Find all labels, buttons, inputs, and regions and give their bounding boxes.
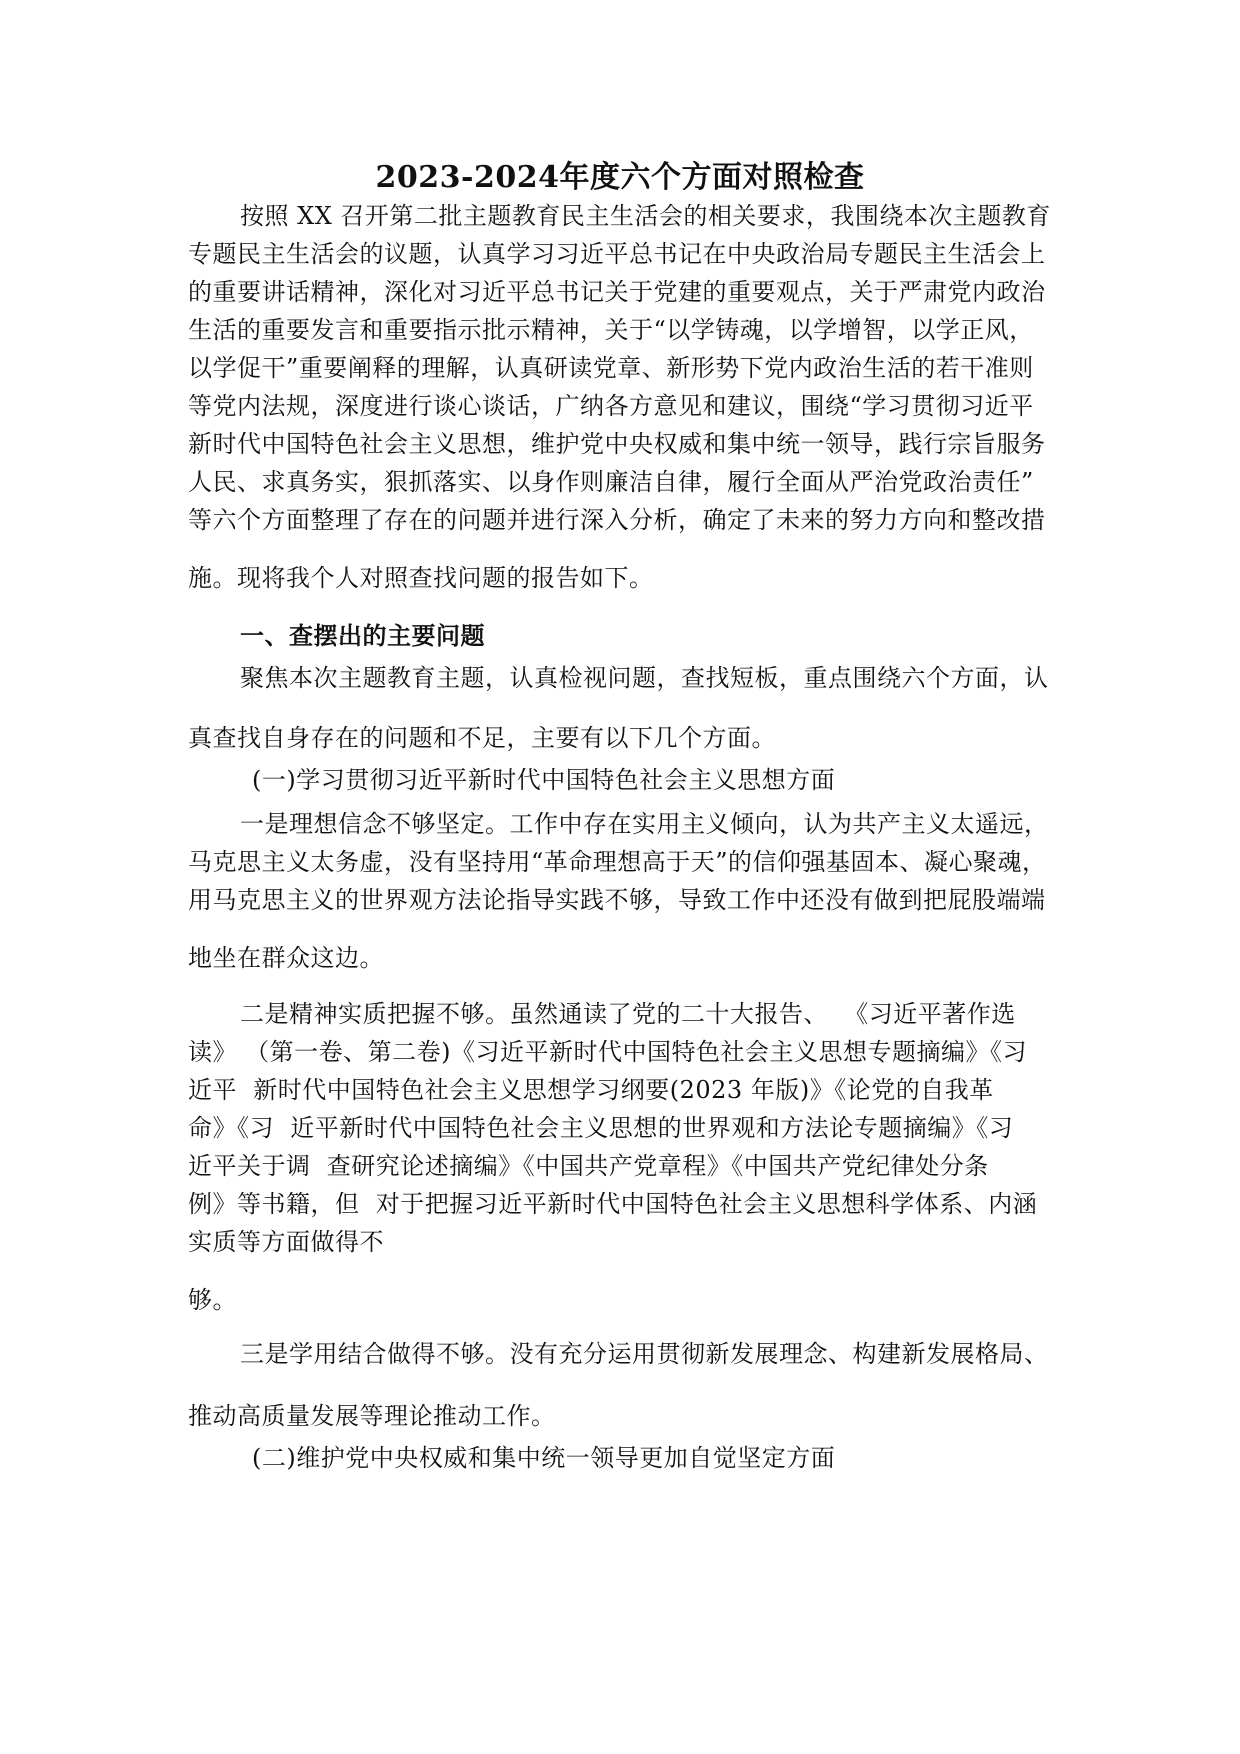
intro-line-10: 施。现将我个人对照查找问题的报告如下。 [188,564,654,592]
point2-line-4: 命》《习 近平新时代中国特色社会主义思想的世界观和方法论专题摘编》《习 [188,1114,1014,1142]
subsection-heading-1: (一)学习贯彻习近平新时代中国特色社会主义思想方面 [252,766,836,794]
point2-line-7: 实质等方面做得不 [188,1228,384,1256]
point2-line-2: 读》 （第一卷、第二卷)《习近平新时代中国特色社会主义思想专题摘编》《习 [188,1038,1027,1066]
point2-line-8: 够。 [188,1286,237,1314]
intro-line-8: 人民、求真务实，狠抓落实、以身作则廉洁自律，履行全面从严治党政治责任” [188,468,1034,496]
point1-line-4: 地坐在群众这边。 [188,944,384,972]
point3-line-2: 推动高质量发展等理论推动工作。 [188,1402,556,1430]
point2-line-1: 二是精神实质把握不够。虽然通读了党的二十大报告、 《习近平著作选 [240,1000,1016,1028]
intro-line-7: 新时代中国特色社会主义思想，维护党中央权威和集中统一领导，践行宗旨服务 [188,430,1046,458]
point1-line-2: 马克思主义太务虚，没有坚持用“革命理想高于天”的信仰强基固本、凝心聚魂， [188,848,1047,876]
section-heading-1: 一、查摆出的主要问题 [240,621,485,650]
point2-line-3: 近平 新时代中国特色社会主义思想学习纲要(2023 年版)》《论党的自我革 [188,1076,994,1104]
intro-line-9: 等六个方面整理了存在的问题并进行深入分析，确定了未来的努力方向和整改措 [188,506,1046,534]
intro-line-6: 等党内法规，深度进行谈心谈话，广纳各方意见和建议，围绕“学习贯彻习近平 [188,392,1034,420]
intro-line-4: 生活的重要发言和重要指示批示精神，关于“以学铸魂，以学增智，以学正风， [188,316,1034,344]
point2-line-5: 近平关于调 查研究论述摘编》《中国共产党章程》《中国共产党纪律处分条 [188,1152,989,1180]
subsection-heading-2: (二)维护党中央权威和集中统一领导更加自觉坚定方面 [252,1444,836,1472]
point1-line-1: 一是理想信念不够坚定。工作中存在实用主义倾向，认为共产主义太遥远， [240,810,1049,838]
point3-line-1: 三是学用结合做得不够。没有充分运用贯彻新发展理念、构建新发展格局、 [240,1340,1049,1368]
document-title: 2023-2024年度六个方面对照检查 [375,160,865,195]
intro-line-3: 的重要讲话精神，深化对习近平总书记关于党建的重要观点，关于严肃党内政治 [188,278,1046,306]
intro-line-1: 按照 XX 召开第二批主题教育民主生活会的相关要求，我围绕本次主题教育 [240,202,1051,230]
point1-line-3: 用马克思主义的世界观方法论指导实践不够，导致工作中还没有做到把屁股端端 [188,886,1046,914]
section1-line-1: 聚焦本次主题教育主题，认真检视问题，查找短板，重点围绕六个方面，认 [240,664,1049,692]
intro-line-2: 专题民主生活会的议题，认真学习习近平总书记在中央政治局专题民主生活会上 [188,240,1046,268]
section1-line-2: 真查找自身存在的问题和不足，主要有以下几个方面。 [188,724,776,752]
point2-line-6: 例》等书籍，但 对于把握习近平新时代中国特色社会主义思想科学体系、内涵 [188,1190,1038,1218]
intro-line-5: 以学促干”重要阐释的理解，认真研读党章、新形势下党内政治生活的若干准则 [188,354,1034,382]
